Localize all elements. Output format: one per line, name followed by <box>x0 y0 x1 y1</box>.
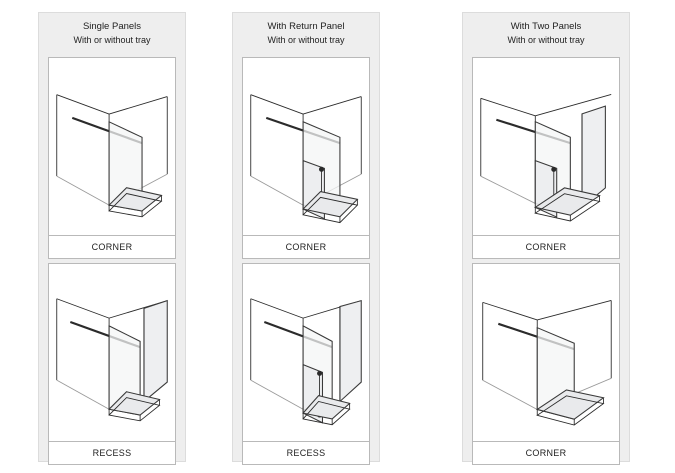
cell-caption: RECESS <box>49 441 175 464</box>
illustration-corner-single <box>49 58 175 236</box>
diagram-cell-return-corner <box>242 57 370 259</box>
column-subtitle: With or without tray <box>507 34 585 45</box>
diagram-cell-return-recess <box>242 263 370 465</box>
cell-caption: RECESS <box>243 441 369 464</box>
column-with-two-panels <box>462 12 630 462</box>
column-header <box>39 21 185 46</box>
cell-caption: CORNER <box>473 441 619 464</box>
diagram-cell-single-corner <box>48 57 176 259</box>
column-header <box>233 21 379 46</box>
cell-caption: CORNER <box>49 235 175 258</box>
diagram-cell-two-corner-bottom <box>472 263 620 465</box>
illustration-corner-two-alt <box>473 264 619 442</box>
illustration-corner-two <box>473 58 619 236</box>
column-title: With Two Panels <box>510 21 582 32</box>
illustration-recess-single <box>49 264 175 442</box>
column-title: Single Panels <box>82 21 142 32</box>
cell-caption: CORNER <box>473 235 619 258</box>
column-single-panels <box>38 12 186 462</box>
cell-caption: CORNER <box>243 235 369 258</box>
illustration-recess-return <box>243 264 369 442</box>
column-title: With Return Panel <box>267 21 345 32</box>
column-header <box>463 21 629 46</box>
diagram-cell-single-recess <box>48 263 176 465</box>
column-subtitle: With or without tray <box>267 34 345 45</box>
diagram-cell-two-corner-top <box>472 57 620 259</box>
column-with-return-panel <box>232 12 380 462</box>
column-subtitle: With or without tray <box>73 34 151 45</box>
illustration-corner-return <box>243 58 369 236</box>
